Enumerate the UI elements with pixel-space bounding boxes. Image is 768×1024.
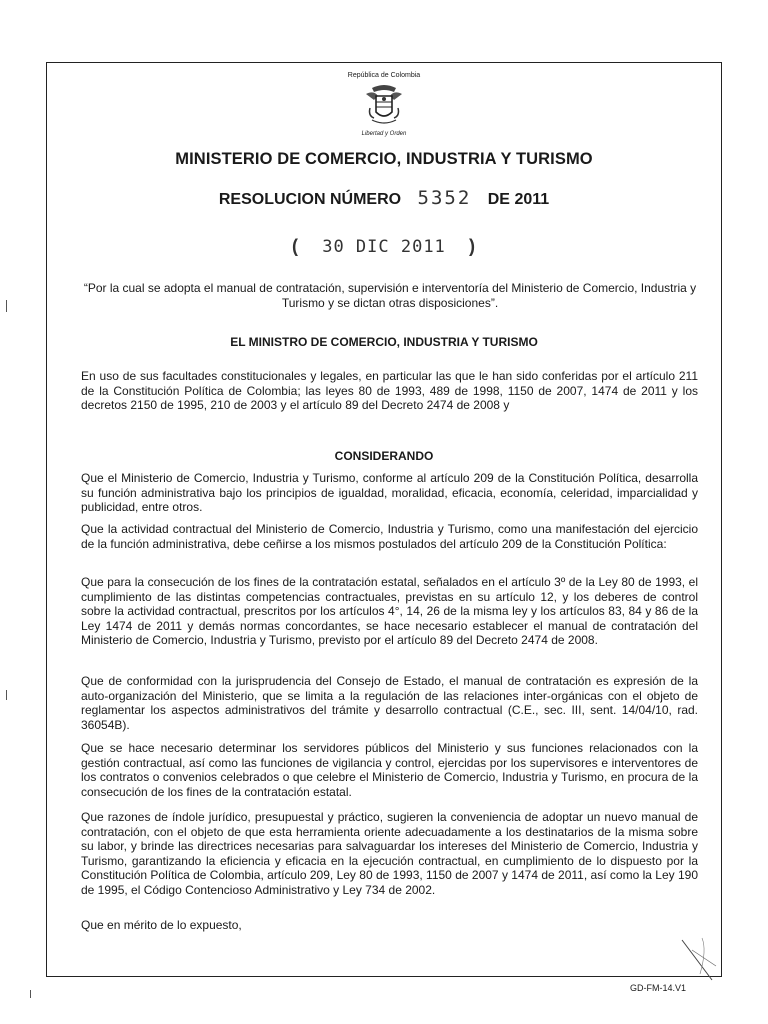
resolution-label: RESOLUCION NÚMERO [218,191,402,208]
resolution-de: DE [487,191,510,208]
date-open-paren: ( [291,236,299,256]
signature-mark-icon [672,930,722,985]
preamble-paragraph: En uso de sus facultades constitucionales y legales, en particular las que le han sido conferidas por el artículo 211 de la Constitución Política de Colombia; las leyes 80 de 1993, 489 de 1998, 1150 de 2007, 1474 de 2011 y los decretos 2150 de 1995, 210 de 2003 y el artículo 89 del Decreto 2474 de 2008 y [81,369,698,413]
considerando-paragraph: Que para la consecución de los fines de la contratación estatal, señalados en el artículo 3º de la Ley 80 de 1993, el cumplimiento de las distintas competencias contractuales, previstas en su artículo 12, y los deberes de control sobre la actividad contractual, prescritos por los artículos 4°, 14, 26 de la misma ley y los artículos 83, 84 y 86 de la Ley 1474 de 2011 y demás normas concordantes, se hace necesario establecer el manual de contratación del Ministerio de Comercio, Industria y Turismo, previsto por el artículo 89 del Decreto 2474 de 2008. [81,575,698,648]
scan-speck [6,690,7,700]
resolution-number: 5352 [417,187,472,209]
considerando-heading: CONSIDERANDO [334,449,434,463]
scan-speck [30,990,31,998]
resolution-subtitle: “Por la cual se adopta el manual de contratación, supervisión e interventoría del Ministerio de Comercio, Industria y Turismo y se dictan otras disposiciones”. [83,281,697,310]
date-close-paren: ) [469,236,477,256]
considerando-paragraph: Que de conformidad con la jurisprudencia del Consejo de Estado, el manual de contratación es expresión de la auto-organización del Ministerio, que se limita a la regulación de las relaciones inter-orgánicas con el objeto de reglamentar los aspectos administrativos del trámite y desarrollo contractual (C.E., sec. III, sent. 14/04/10, rad. 36054B). [81,674,698,732]
coat-of-arms-icon [364,82,404,128]
ministry-title: MINISTERIO DE COMERCIO, INDUSTRIA Y TURISMO [175,150,593,168]
footer-form-code: GD-FM-14.V1 [630,983,687,993]
date-value: 30 DIC 2011 [322,237,446,257]
motto-caption: Libertad y Orden [361,131,407,137]
authority-heading: EL MINISTRO DE COMERCIO, INDUSTRIA Y TURISMO [230,335,538,349]
scan-speck [6,300,7,312]
resolution-line [0,187,768,209]
considerando-paragraph: Que en mérito de lo expuesto, [81,918,242,932]
country-caption: República de Colombia [347,72,421,79]
considerando-paragraph: Que el Ministerio de Comercio, Industria y Turismo, conforme al artículo 209 de la Constitución Política, desarrolla su función administrativa bajo los principios de igualdad, moralidad, eficacia, economía, celeridad, imparcialidad y publicidad, entre otros. [81,471,698,515]
resolution-year: 2011 [514,191,550,208]
considerando-paragraph: Que se hace necesario determinar los servidores públicos del Ministerio y sus funciones relacionados con la gestión contractual, así como las funciones de vigilancia y control, ejercidas por los supervisores e interventores de los contratos o convenios celebrados o que celebre el Ministerio de Comercio, Industria y Turismo, en procura de la consecución de los fines de la contratación estatal. [81,741,698,799]
considerando-paragraph: Que la actividad contractual del Ministerio de Comercio, Industria y Turismo, como una manifestación del ejercicio de la función administrativa, debe ceñirse a los mismos postulados del artículo 209 de la Constitución Política: [81,522,698,551]
date-stamp [0,236,768,257]
considerando-paragraph: Que razones de índole jurídico, presupuestal y práctico, sugieren la conveniencia de adoptar un nuevo manual de contratación, con el objeto de que esta herramienta oriente adecuadamente a los destinatarios de la misma sobre su labor, y brinde las directrices necesarias para salvaguardar los intereses del Ministerio de Comercio, Industria y Turismo, garantizando la eficiencia y eficacia en la ejecución contractual, en cumplimiento de lo dispuesto por la Constitución Política de Colombia, artículo 209, Ley 80 de 1993, 1150 de 2007 y 1474 de 2011, así como la Ley 190 de 1995, el Código Contencioso Administrativo y Ley 734 de 2002. [81,810,698,897]
